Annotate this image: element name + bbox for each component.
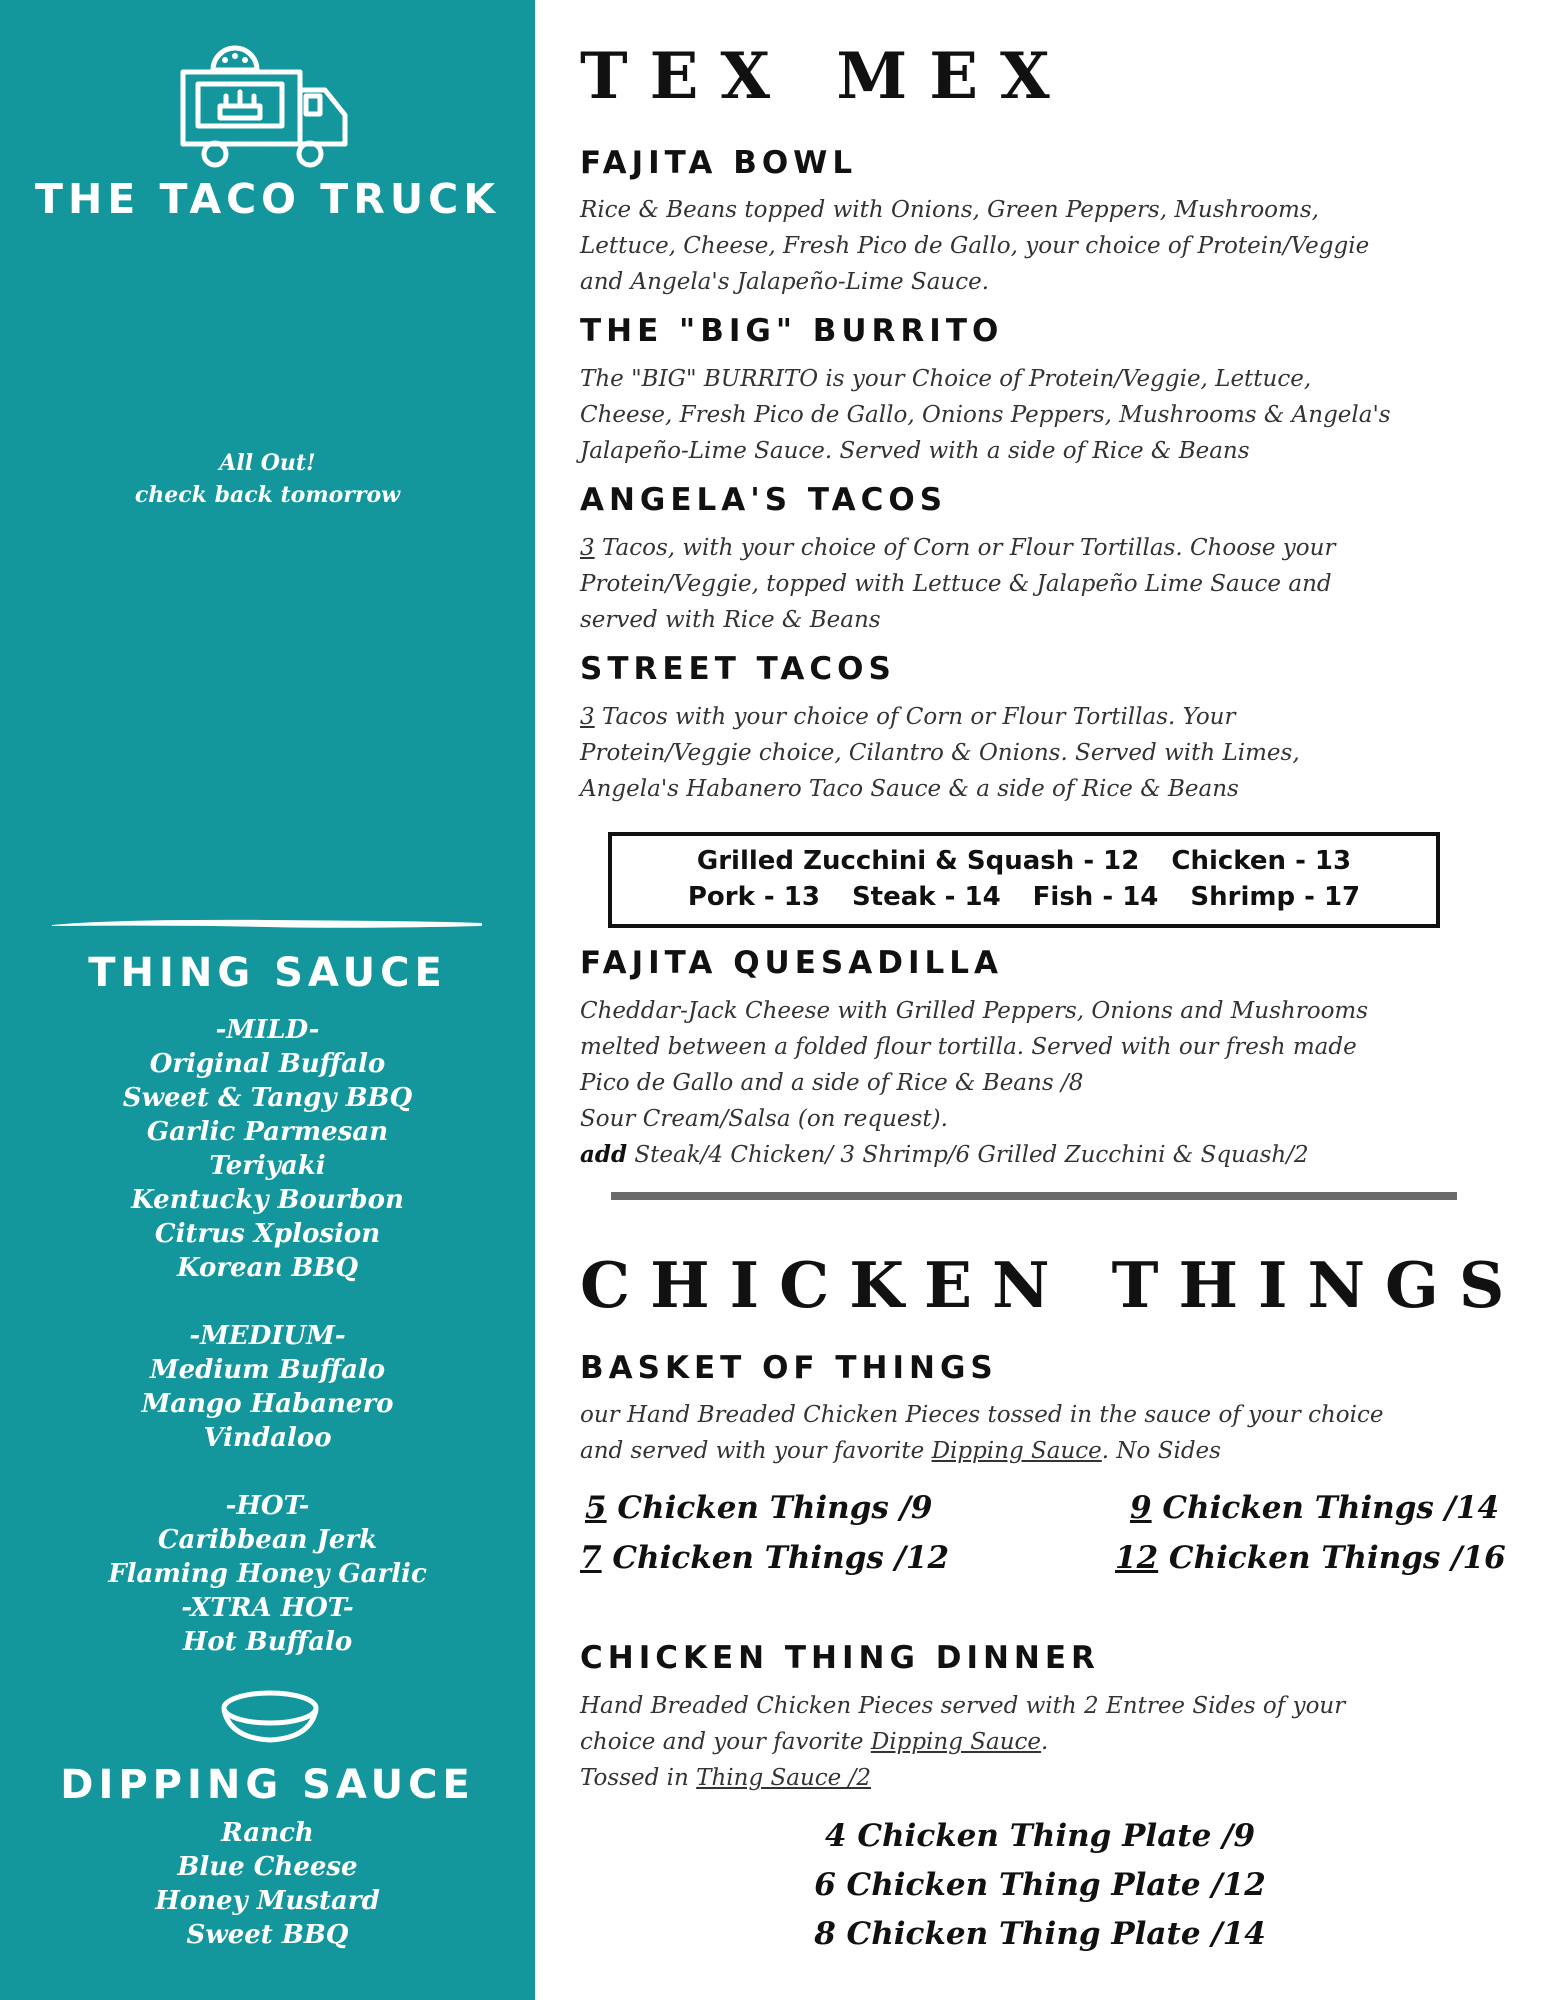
desc-line: Sour Cream/Salsa (on request).: [580, 1106, 948, 1132]
heat-level-label: -MILD-: [215, 1015, 320, 1045]
desc-line: Protein/Veggie, topped with Lettuce & Jalapeño Lime Sauce and: [580, 571, 1332, 597]
basket-option: [1130, 1490, 1499, 1526]
plate-option: 4 Chicken Thing Plate /9: [824, 1818, 1256, 1854]
price-item: Steak - 14: [851, 882, 1001, 912]
heat-level-label: -HOT-: [225, 1491, 310, 1521]
item-desc-fajita-bowl: [580, 192, 1500, 300]
sauce-item: Ranch: [221, 1818, 314, 1848]
item-desc-big-burrito: [580, 361, 1500, 469]
item-title-fajita-bowl: FAJITA BOWL: [580, 145, 858, 181]
sauce-item: Citrus Xplosion: [154, 1219, 381, 1249]
item-desc-basket-of-things: [580, 1397, 1500, 1469]
item-desc-fajita-quesadilla: [580, 993, 1500, 1173]
sauce-item: Sweet & Tangy BBQ: [122, 1083, 413, 1113]
desc-line: Cheese, Fresh Pico de Gallo, Onions Peppers, Mushrooms & Angela's: [580, 402, 1391, 428]
dipping-sauce-heading: DIPPING SAUCE: [60, 1762, 475, 1808]
price-item: Shrimp - 17: [1190, 882, 1361, 912]
basket-option: [585, 1490, 933, 1526]
desc-line: Rice & Beans topped with Onions, Green Peppers, Mushrooms,: [580, 197, 1319, 223]
price-item: Fish - 14: [1032, 882, 1159, 912]
sauce-item: Sweet BBQ: [186, 1920, 349, 1950]
sauce-item: Flaming Honey Garlic: [108, 1559, 427, 1589]
desc-text: and served with your favorite: [580, 1438, 932, 1464]
thing-sauce-list: [0, 1013, 535, 1659]
thing-sauce-link[interactable]: Thing Sauce /2: [696, 1765, 871, 1791]
section-divider: [611, 1192, 1457, 1200]
item-desc-angelas-tacos: [580, 530, 1500, 638]
desc-text: Steak/4 Chicken/ 3 Shrimp/6 Grilled Zucchini & Squash/2: [627, 1142, 1309, 1168]
taco-count: 3: [580, 704, 595, 730]
piece-count: 5: [585, 1490, 607, 1526]
option-text: Chicken Things /12: [601, 1540, 950, 1576]
sauce-item: Honey Mustard: [155, 1886, 380, 1916]
section-title-chicken-things: CHICKEN THINGS: [580, 1248, 1525, 1322]
brand-name: THE TACO TRUCK: [35, 175, 500, 223]
dipping-sauce-link[interactable]: Dipping Sauce: [870, 1729, 1042, 1755]
dinner-plate-options: [535, 1812, 1545, 1959]
item-desc-street-tacos: [580, 699, 1500, 807]
sauce-item: Teriyaki: [209, 1151, 326, 1181]
add-label: add: [580, 1141, 628, 1168]
basket-option: [1115, 1540, 1506, 1576]
heat-level-label: -XTRA HOT-: [181, 1593, 354, 1623]
plate-option: 8 Chicken Thing Plate /14: [814, 1916, 1266, 1952]
desc-text: Tacos, with your choice of Corn or Flour Tortillas. Choose your: [594, 535, 1336, 561]
desc-line: Pico de Gallo and a side of Rice & Beans /8: [580, 1070, 1084, 1096]
desc-text: Tossed in: [580, 1765, 697, 1791]
price-row: [612, 879, 1436, 915]
sauce-item: Caribbean Jerk: [157, 1525, 378, 1555]
heat-level-label: -MEDIUM-: [189, 1321, 346, 1351]
dipping-sauce-link[interactable]: Dipping Sauce: [931, 1438, 1102, 1464]
desc-line: Protein/Veggie choice, Cilantro & Onions. Served with Limes,: [580, 740, 1300, 766]
sidebar: [0, 0, 535, 2000]
desc-line: Cheddar-Jack Cheese with Grilled Peppers, Onions and Mushrooms: [580, 998, 1369, 1024]
desc-line: [580, 1760, 1500, 1796]
taco-count: 3: [580, 535, 595, 561]
desc-line: [580, 530, 1500, 566]
protein-price-box: [608, 832, 1440, 928]
item-title-chicken-thing-dinner: CHICKEN THING DINNER: [580, 1640, 1100, 1676]
desc-line: and Angela's Jalapeño-Lime Sauce.: [580, 269, 990, 295]
option-text: Chicken Things /14: [1151, 1490, 1500, 1526]
desc-line: [580, 699, 1500, 735]
item-title-fajita-quesadilla: FAJITA QUESADILLA: [580, 945, 1003, 981]
desc-text: choice and your favorite: [580, 1729, 871, 1755]
brush-stroke-divider: [52, 917, 482, 931]
thing-sauce-heading: THING SAUCE: [88, 950, 447, 996]
price-item: Chicken - 13: [1171, 846, 1352, 876]
price-item: Grilled Zucchini & Squash - 12: [696, 846, 1140, 876]
item-desc-chicken-thing-dinner: [580, 1688, 1500, 1796]
desc-text: Tacos with your choice of Corn or Flour Tortillas. Your: [594, 704, 1236, 730]
desc-line: served with Rice & Beans: [580, 607, 881, 633]
dipping-sauce-list: [0, 1816, 535, 1952]
status-line: All Out!: [219, 450, 316, 476]
piece-count: 12: [1115, 1540, 1159, 1576]
item-title-angelas-tacos: ANGELA'S TACOS: [580, 482, 948, 518]
desc-line: Lettuce, Cheese, Fresh Pico de Gallo, your choice of Protein/Veggie: [580, 233, 1370, 259]
desc-line: The "BIG" BURRITO is your Choice of Protein/Veggie, Lettuce,: [580, 366, 1312, 392]
status-line: check back tomorrow: [134, 482, 401, 508]
sauce-item: Korean BBQ: [176, 1253, 358, 1283]
desc-line: melted between a folded flour tortilla. Served with our fresh made: [580, 1034, 1357, 1060]
desc-line: Hand Breaded Chicken Pieces served with 2 Entree Sides of your: [580, 1693, 1346, 1719]
price-item: Pork - 13: [687, 882, 820, 912]
desc-line: [580, 1433, 1500, 1469]
sauce-bowl-icon: [218, 1688, 322, 1748]
desc-line: Angela's Habanero Taco Sauce & a side of Rice & Beans: [580, 776, 1239, 802]
desc-line: Jalapeño-Lime Sauce. Served with a side of Rice & Beans: [580, 438, 1250, 464]
menu-main: [535, 0, 1545, 2000]
sauce-item: Medium Buffalo: [149, 1355, 386, 1385]
sauce-item: Garlic Parmesan: [146, 1117, 389, 1147]
sauce-item: Hot Buffalo: [182, 1627, 353, 1657]
sauce-item: Vindaloo: [203, 1423, 332, 1453]
piece-count: 7: [580, 1540, 602, 1576]
sauce-item: Original Buffalo: [149, 1049, 386, 1079]
desc-text: . No Sides: [1101, 1438, 1221, 1464]
availability-notice: [0, 447, 535, 511]
option-text: Chicken Things /9: [606, 1490, 933, 1526]
item-title-basket-of-things: BASKET OF THINGS: [580, 1350, 998, 1386]
sauce-item: Blue Cheese: [177, 1852, 358, 1882]
sauce-item: Kentucky Bourbon: [131, 1185, 404, 1215]
piece-count: 9: [1130, 1490, 1152, 1526]
section-title-tex-mex: TEX MEX: [580, 39, 1072, 114]
price-row: [612, 843, 1436, 879]
desc-line: our Hand Breaded Chicken Pieces tossed in the sauce of your choice: [580, 1402, 1384, 1428]
sauce-item: Mango Habanero: [141, 1389, 394, 1419]
plate-option: 6 Chicken Thing Plate /12: [814, 1867, 1266, 1903]
option-text: Chicken Things /16: [1158, 1540, 1506, 1576]
item-title-street-tacos: STREET TACOS: [580, 651, 896, 687]
taco-truck-icon: [180, 30, 350, 170]
desc-text: .: [1041, 1729, 1049, 1755]
desc-line: [580, 1724, 1500, 1760]
item-title-big-burrito: THE "BIG" BURRITO: [580, 313, 1004, 349]
basket-option: [580, 1540, 949, 1576]
add-ons-line: [580, 1137, 1500, 1173]
